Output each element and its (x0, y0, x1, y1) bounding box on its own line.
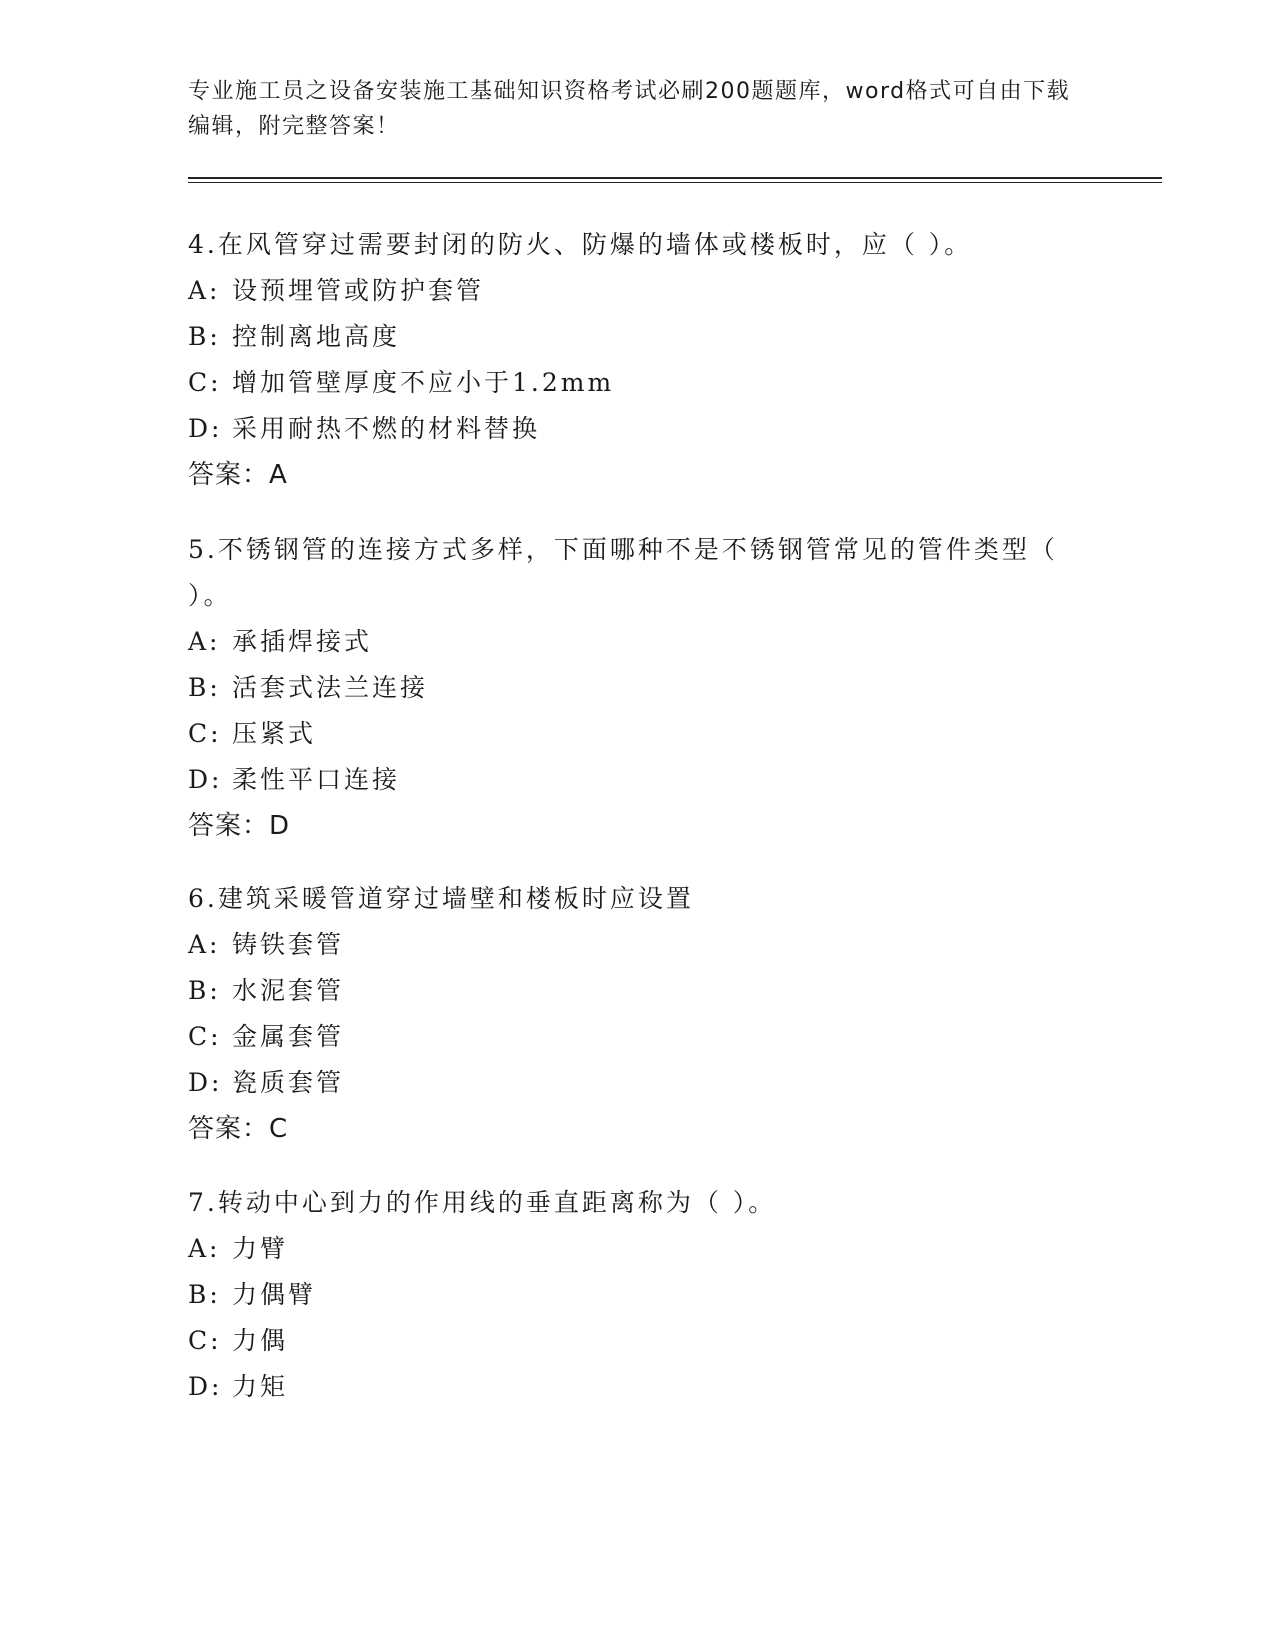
option-key: C: (188, 1326, 222, 1355)
option-text: 设预埋管或防护套管 (232, 276, 485, 305)
option-key: A: (188, 627, 221, 656)
answer-label: 答案：C (188, 1114, 289, 1144)
option-text: 瓷质套管 (232, 1068, 345, 1097)
option-text: 柔性平口连接 (232, 765, 401, 794)
answer-label: 答案：A (188, 460, 288, 490)
option-text: 力偶臂 (232, 1280, 317, 1309)
option-d (188, 1060, 1088, 1106)
option-d (188, 1364, 1088, 1410)
option-text: 金属套管 (232, 1022, 345, 1051)
header-divider (188, 177, 1162, 179)
question-title: 5.不锈钢管的连接方式多样，下面哪种不是不锈钢管常见的管件类型（ ）。 (188, 535, 1058, 610)
option-c (188, 711, 1088, 757)
option-key: B: (188, 976, 221, 1005)
option-text: 承插焊接式 (232, 627, 373, 656)
option-text: 水泥套管 (232, 976, 345, 1005)
option-key: A: (188, 930, 221, 959)
option-d (188, 406, 1088, 452)
option-a (188, 1226, 1088, 1272)
option-d (188, 757, 1088, 803)
option-b (188, 314, 1088, 360)
option-text: 采用耐热不燃的材料替换 (232, 414, 541, 443)
option-text: 力臂 (232, 1234, 289, 1263)
option-key: C: (188, 1022, 222, 1051)
question-block (188, 222, 1088, 498)
option-text: 增加管壁厚度不应小于1.2mm (232, 368, 615, 397)
option-key: D: (188, 765, 223, 794)
option-b (188, 968, 1088, 1014)
option-c (188, 1318, 1088, 1364)
header-divider-thin (188, 182, 1162, 183)
option-key: A: (188, 1234, 221, 1263)
question-block (188, 876, 1088, 1152)
option-c (188, 1014, 1088, 1060)
answer-label: 答案：D (188, 811, 291, 841)
option-b (188, 1272, 1088, 1318)
option-key: D: (188, 414, 223, 443)
option-a (188, 922, 1088, 968)
option-key: B: (188, 1280, 221, 1309)
option-key: C: (188, 368, 222, 397)
option-key: D: (188, 1372, 223, 1401)
option-a (188, 619, 1088, 665)
option-key: D: (188, 1068, 223, 1097)
option-text: 力矩 (232, 1372, 289, 1401)
question-block (188, 527, 1088, 849)
option-text: 力偶 (232, 1326, 289, 1355)
question-title: 7.转动中心到力的作用线的垂直距离称为（ ）。 (188, 1188, 777, 1217)
option-a (188, 268, 1088, 314)
option-text: 压紧式 (232, 719, 317, 748)
question-block (188, 1180, 1088, 1410)
question-title: 6.建筑采暖管道穿过墙壁和楼板时应设置 (188, 884, 694, 913)
option-c (188, 360, 1088, 406)
option-text: 活套式法兰连接 (232, 673, 429, 702)
option-text: 铸铁套管 (232, 930, 345, 959)
option-text: 控制离地高度 (232, 322, 401, 351)
document-header: 专业施工员之设备安装施工基础知识资格考试必刷200题题库，word格式可自由下载编辑，附完整答案！ (188, 79, 1071, 139)
question-title: 4.在风管穿过需要封闭的防火、防爆的墙体或楼板时，应（ ）。 (188, 230, 973, 259)
option-key: A: (188, 276, 221, 305)
option-b (188, 665, 1088, 711)
option-key: C: (188, 719, 222, 748)
option-key: B: (188, 673, 221, 702)
option-key: B: (188, 322, 221, 351)
